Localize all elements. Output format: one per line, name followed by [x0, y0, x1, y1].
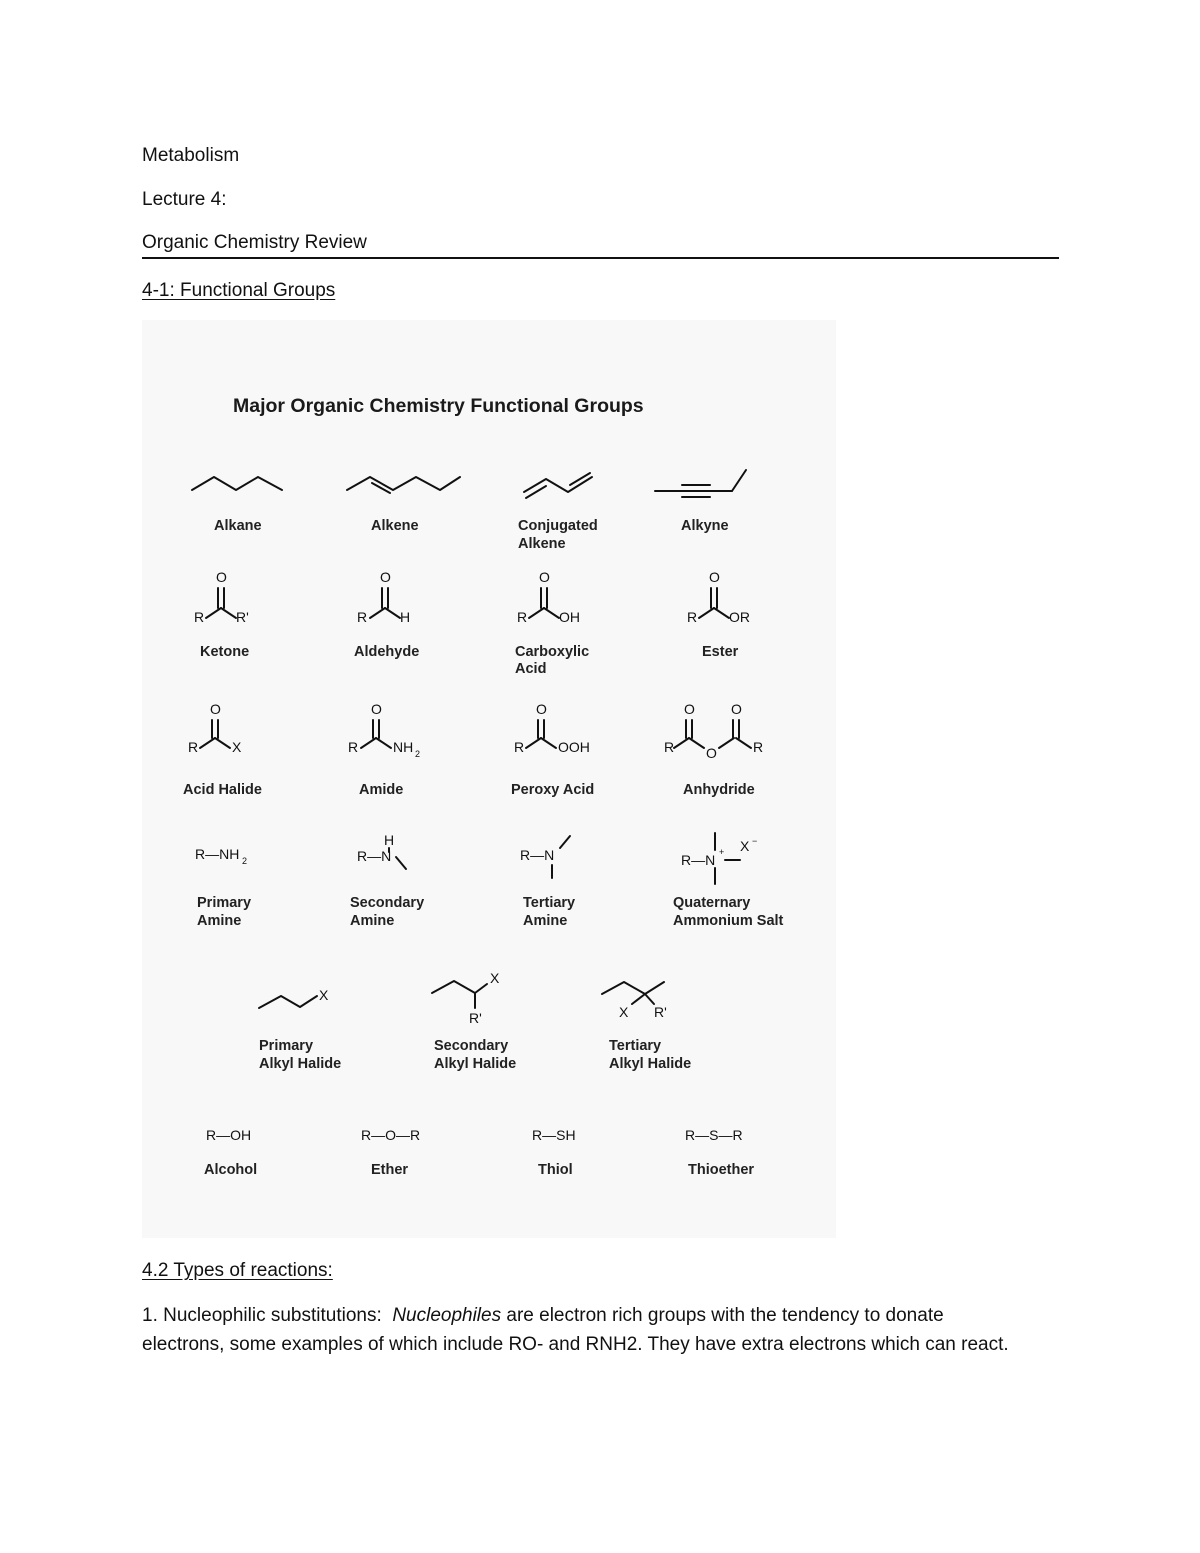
- lecture-topic: Organic Chemistry Review: [142, 232, 367, 253]
- svg-text:X: X: [319, 987, 329, 1003]
- formula-alcohol: R—OH: [206, 1127, 252, 1143]
- svg-text:R': R': [654, 1004, 667, 1020]
- svg-text:R: R: [514, 739, 525, 755]
- svg-text:R: R: [188, 739, 199, 755]
- svg-text:R: R: [687, 609, 698, 625]
- svg-text:X: X: [490, 970, 500, 986]
- alkyne-structure: [655, 470, 746, 497]
- svg-text:R: R: [348, 739, 359, 755]
- item-lead: 1. Nucleophilic substitutions:: [142, 1305, 382, 1326]
- label-tertiary-alkyl-halide-1: Tertiary: [609, 1038, 662, 1054]
- label-primary-alkyl-halide-1: Primary: [259, 1038, 314, 1054]
- conjugated-alkene-structure: [524, 473, 592, 498]
- svg-text:R: R: [194, 609, 205, 625]
- label-ketone: Ketone: [200, 644, 250, 660]
- svg-text:Primary: [197, 895, 251, 911]
- paragraph-nucleophilic-substitutions: [142, 1301, 1042, 1359]
- label-primary-amine-2: Amine: [197, 913, 242, 929]
- svg-text:Conjugated: [518, 518, 598, 534]
- svg-text:O: O: [371, 701, 382, 717]
- label-alkene: Alkene: [371, 518, 419, 534]
- svg-text:Primary: [259, 1038, 313, 1054]
- svg-text:O: O: [539, 569, 550, 585]
- svg-text:O: O: [684, 701, 695, 717]
- carboxylic-acid-structure: [517, 569, 580, 625]
- aldehyde-structure: [357, 569, 410, 625]
- svg-text:H: H: [384, 832, 395, 848]
- svg-text:Amine: [197, 913, 241, 929]
- item-rest: are electron rich groups with the tendency to donate: [506, 1305, 944, 1326]
- label-tertiary-alkyl-halide-2: Alkyl Halide: [609, 1056, 692, 1072]
- svg-text:Thioether: [688, 1162, 754, 1178]
- svg-text:OH: OH: [559, 609, 580, 625]
- section-heading-functional-groups: 4-1: Functional Groups: [142, 280, 336, 301]
- svg-text:Acid: [515, 661, 546, 677]
- svg-text:OOH: OOH: [558, 739, 590, 755]
- label-conjugated-alkene-1: Conjugated: [518, 518, 598, 534]
- svg-text:O: O: [380, 569, 391, 585]
- paragraph-line-1: [142, 1301, 1042, 1330]
- secondary-amine-structure: [357, 832, 406, 869]
- svg-text:Quaternary: [673, 895, 750, 911]
- label-acid-halide: Acid Halide: [183, 782, 262, 798]
- svg-text:Amine: [523, 913, 567, 929]
- tertiary-alkyl-halide-structure: [602, 982, 667, 1020]
- svg-text:Alkyl Halide: [259, 1056, 341, 1072]
- paragraph-line-2: electrons, some examples of which include RO- and RNH2. They have extra electrons which can react.: [142, 1334, 1009, 1355]
- label-secondary-amine-1: Secondary: [350, 895, 425, 911]
- svg-text:Peroxy Acid: [511, 782, 594, 798]
- label-secondary-alkyl-halide-2: Alkyl Halide: [434, 1056, 517, 1072]
- label-ether: Ether: [371, 1162, 409, 1178]
- svg-text:R—S—R: [685, 1127, 743, 1143]
- svg-text:X: X: [619, 1004, 629, 1020]
- anhydride-structure: [664, 701, 763, 761]
- label-primary-amine-1: Primary: [197, 895, 252, 911]
- svg-text:O: O: [709, 569, 720, 585]
- svg-text:Secondary: [350, 895, 424, 911]
- label-conjugated-alkene-2: Alkene: [518, 536, 566, 552]
- svg-text:R—SH: [532, 1127, 576, 1143]
- header-rule: [142, 257, 1059, 259]
- svg-text:Amide: [359, 782, 403, 798]
- svg-text:R—N: R—N: [520, 847, 555, 863]
- label-peroxy-acid: Peroxy Acid: [511, 782, 595, 798]
- svg-text:Acid Halide: [183, 782, 262, 798]
- svg-text:2: 2: [415, 749, 421, 759]
- svg-text:Amine: [350, 913, 394, 929]
- svg-text:R—N: R—N: [357, 848, 392, 864]
- label-primary-alkyl-halide-2: Alkyl Halide: [259, 1056, 342, 1072]
- svg-text:Alkyl Halide: [609, 1056, 691, 1072]
- label-alkyne: Alkyne: [681, 518, 729, 534]
- svg-text:R: R: [753, 739, 764, 755]
- tertiary-amine-structure: [520, 836, 570, 878]
- svg-text:Tertiary: [523, 895, 575, 911]
- svg-text:R—OH: [206, 1127, 251, 1143]
- label-tertiary-amine-2: Amine: [523, 913, 568, 929]
- label-amide: Amide: [359, 782, 404, 798]
- svg-text:O: O: [210, 701, 221, 717]
- svg-text:H: H: [400, 609, 411, 625]
- svg-text:R: R: [664, 739, 675, 755]
- svg-text:Thiol: [538, 1162, 573, 1178]
- svg-text:R: R: [357, 609, 368, 625]
- label-alkane: Alkane: [214, 518, 262, 534]
- svg-text:Ketone: [200, 644, 249, 660]
- svg-text:Alkene: [371, 518, 419, 534]
- svg-text:R—O—R: [361, 1127, 420, 1143]
- svg-text:X: X: [232, 739, 242, 755]
- peroxy-acid-structure: [514, 701, 590, 755]
- svg-text:Aldehyde: [354, 644, 419, 660]
- lecture-label: Lecture 4:: [142, 189, 227, 210]
- svg-text:R': R': [236, 609, 249, 625]
- course-title: Metabolism: [142, 145, 240, 166]
- svg-text:R—N: R—N: [681, 852, 716, 868]
- label-thioether: Thioether: [688, 1162, 755, 1178]
- primary-amine-structure: [195, 846, 247, 866]
- svg-text:OR: OR: [729, 609, 750, 625]
- svg-text:Ammonium Salt: [673, 913, 784, 929]
- acid-halide-structure: [188, 701, 242, 755]
- label-aldehyde: Aldehyde: [354, 644, 420, 660]
- label-thiol: Thiol: [538, 1162, 573, 1178]
- functional-groups-figure: [142, 320, 836, 1238]
- primary-alkyl-halide-structure: [259, 987, 329, 1008]
- section-heading-reaction-types: 4.2 Types of reactions:: [142, 1260, 333, 1281]
- svg-text:O: O: [706, 745, 717, 761]
- alkane-structure: [192, 477, 282, 490]
- quaternary-ammonium-structure: [681, 833, 757, 884]
- label-carboxylic-acid-1: Carboxylic: [515, 644, 590, 660]
- svg-text:X: X: [740, 838, 750, 854]
- alkene-structure: [347, 477, 460, 493]
- formula-ether: R—O—R: [361, 1127, 421, 1143]
- label-secondary-alkyl-halide-1: Secondary: [434, 1038, 509, 1054]
- svg-text:Alkene: [518, 536, 566, 552]
- svg-text:Ester: [702, 644, 739, 660]
- svg-text:−: −: [752, 836, 758, 846]
- svg-text:Alcohol: [204, 1162, 257, 1178]
- svg-text:R': R': [469, 1010, 482, 1026]
- label-secondary-amine-2: Amine: [350, 913, 395, 929]
- figure-title: Major Organic Chemistry Functional Groups: [233, 395, 644, 417]
- formula-thiol: R—SH: [532, 1127, 576, 1143]
- svg-text:Secondary: [434, 1038, 508, 1054]
- svg-text:Carboxylic: [515, 644, 589, 660]
- label-carboxylic-acid-2: Acid: [515, 661, 547, 677]
- svg-text:Tertiary: [609, 1038, 661, 1054]
- svg-text:R: R: [517, 609, 528, 625]
- label-quaternary-ammonium-1: Quaternary: [673, 895, 751, 911]
- label-quaternary-ammonium-2: Ammonium Salt: [673, 913, 784, 929]
- amide-structure: [348, 701, 420, 759]
- svg-text:NH: NH: [393, 739, 414, 755]
- label-alcohol: Alcohol: [204, 1162, 258, 1178]
- secondary-alkyl-halide-structure: [432, 970, 500, 1026]
- svg-text:Alkane: [214, 518, 262, 534]
- label-anhydride: Anhydride: [683, 782, 755, 798]
- svg-text:R—NH: R—NH: [195, 846, 240, 862]
- svg-text:O: O: [731, 701, 742, 717]
- svg-text:2: 2: [242, 856, 248, 866]
- svg-text:Alkyl Halide: [434, 1056, 516, 1072]
- svg-text:+: +: [719, 847, 725, 857]
- label-ester: Ester: [702, 644, 739, 660]
- svg-text:Alkyne: [681, 518, 729, 534]
- svg-text:O: O: [536, 701, 547, 717]
- ketone-structure: [194, 569, 249, 625]
- label-tertiary-amine-1: Tertiary: [523, 895, 576, 911]
- svg-text:O: O: [216, 569, 227, 585]
- svg-text:Ether: [371, 1162, 408, 1178]
- term-nucleophiles: Nucleophiles: [392, 1305, 502, 1326]
- formula-thioether: R—S—R: [685, 1127, 743, 1143]
- svg-text:Anhydride: [683, 782, 755, 798]
- ester-structure: [687, 569, 750, 625]
